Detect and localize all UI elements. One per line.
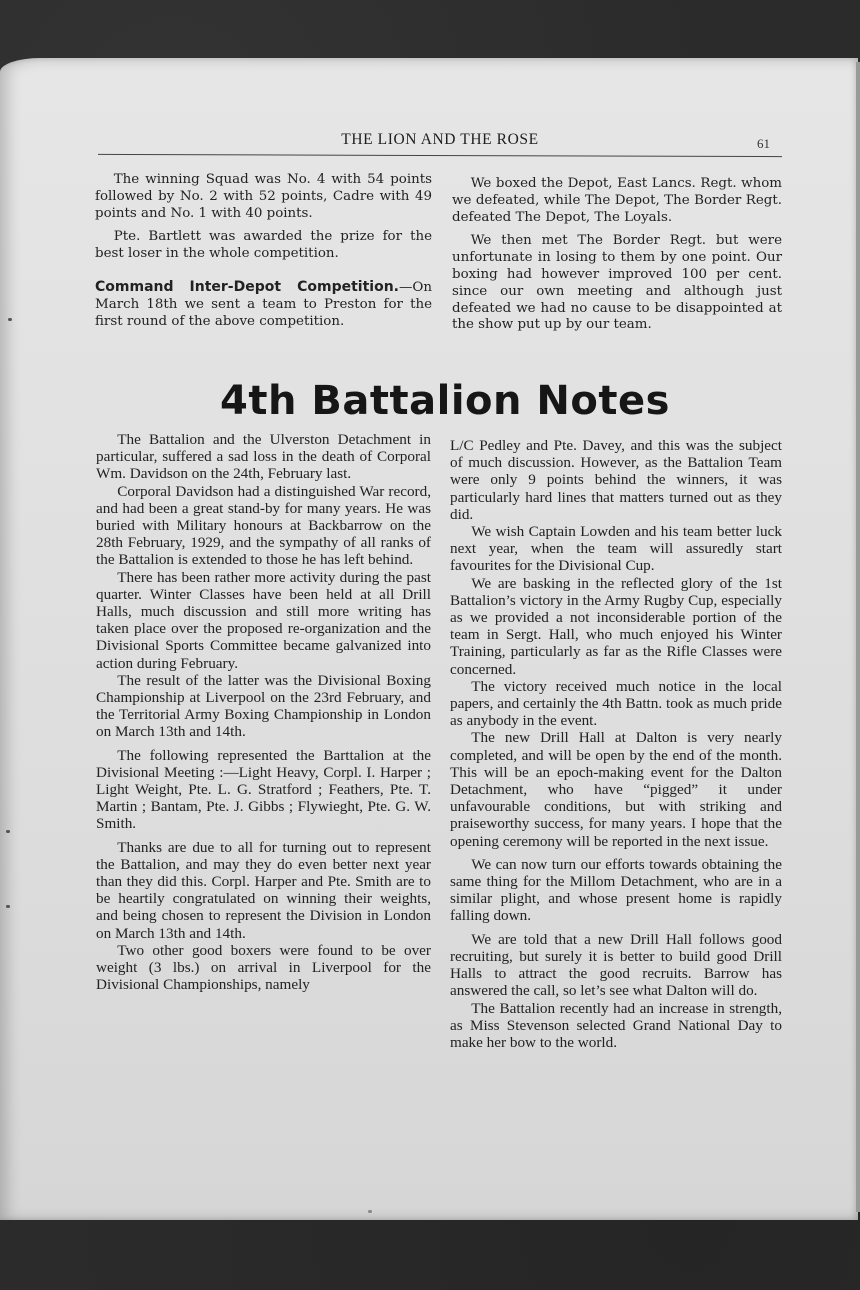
- paragraph: The following represented the Barttalion at the Divisional Meeting :—Light Heavy, Corpl. I. Harper ; Light Weight, Pte. L. G. Stratford ; Feathers, Pte. T. Martin ; Bantam, Pte. J. Gibbs ; Flywieght, Pte. G. W. Smith.: [96, 746, 431, 833]
- paragraph: Corporal Davidson had a distinguished War record, and had been a great stand-by for many years. He was buried with Military honours at Backbarrow on the 28th February, 1929, and the sympathy of all ranks of the Battalion is extended to those he has left behind.: [96, 482, 431, 569]
- left-column: [96, 431, 431, 994]
- paragraph: The Battalion and the Ulverston Detachment in particular, suffered a sad loss in the death of Corporal Wm. Davidson on the 24th, February last.: [96, 431, 431, 483]
- print-speck: [8, 318, 12, 321]
- paragraph: Two other good boxers were found to be over weight (3 lbs.) on arrival in Liverpool for the Divisional Championships, namely: [96, 941, 431, 994]
- paragraph: We are basking in the reflected glory of the 1st Battalion’s victory in the Army Rugby Cup, especially as we provided a not inconsiderable portion of the team in Sergt. Hall, who much enjoyed his Winter Training, particularly as far as the Rifle Classes were concerned.: [450, 574, 782, 678]
- print-speck: [368, 1210, 372, 1213]
- publication-title: THE LION AND THE ROSE: [341, 131, 539, 148]
- paragraph: Thanks are due to all for turning out to represent the Battalion, and may they do even better next year than they did this. Corpl. Harper and Pte. Smith are to be heartily congratulated on winning their weights, and being chosen to represent the Division in London on March 13th and 14th.: [96, 838, 431, 942]
- right-column: [450, 437, 782, 1051]
- section-title: 4th Battalion Notes: [220, 378, 670, 424]
- page-edge: [856, 62, 860, 1212]
- paragraph: We can now turn our efforts towards obtaining the same thing for the Millom Detachment, who are in a similar plight, and whose present home is rapidly falling down.: [450, 855, 782, 925]
- subhead: Command Inter-Depot Competition.: [95, 278, 399, 295]
- print-speck: [6, 830, 10, 833]
- header-rule: [98, 154, 782, 157]
- paragraph: There has been rather more activity during the past quarter. Winter Classes have been held at all Drill Halls, much discussion and still more writing has taken place over the proposed re-organization and the Divisional Sports Committee became galvanized into action during February.: [96, 568, 431, 672]
- running-head: [98, 128, 782, 158]
- paragraph: We boxed the Depot, East Lancs. Regt. whom we defeated, while The Depot, The Border Regt. defeated The Depot, The Loyals.: [452, 176, 782, 225]
- paragraph: The result of the latter was the Divisional Boxing Championship at Liverpool on the 23rd February, and the Territorial Army Boxing Championship in London on March 13th and 14th.: [96, 671, 431, 741]
- print-speck: [6, 905, 10, 908]
- paragraph: L/C Pedley and Pte. Davey, and this was the subject of much discussion. However, as the Battalion Team were only 9 points behind the winners, it was particularly hard lines that matters turned out as they did.: [450, 437, 782, 523]
- top-left-column: [95, 172, 432, 330]
- paragraph: The new Drill Hall at Dalton is very nearly completed, and will be open by the end of the month. This will be an epoch-making event for the Dalton Detachment, who have “pigged” it under unfavourable conditions, but with striking and praiseworthy success, for many years. I hope that the opening ceremony will be reported in the next issue.: [450, 729, 782, 850]
- paragraph: We then met The Border Regt. but were unfortunate in losing to them by one point. Our boxing had however improved 100 per cent. since our own meeting and although just defeated we had no cause to be disappointed at the show put up by our team.: [452, 233, 782, 333]
- paragraph: Pte. Bartlett was awarded the prize for the best loser in the whole competition.: [95, 229, 432, 262]
- subhead-paragraph: [95, 279, 432, 330]
- page-number: 61: [757, 136, 770, 151]
- paragraph: The Battalion recently had an increase in strength, as Miss Stevenson selected Grand National Day to make her bow to the world.: [450, 999, 782, 1051]
- top-right-column: [452, 176, 782, 334]
- paragraph: The winning Squad was No. 4 with 54 points followed by No. 2 with 52 points, Cadre with 49 points and No. 1 with 40 points.: [95, 172, 432, 221]
- paragraph: We wish Captain Lowden and his team better luck next year, when the team will assuredly start favourites for the Divisional Cup.: [450, 523, 782, 575]
- paragraph: We are told that a new Drill Hall follows good recruiting, but surely it is better to build good Drill Halls to attract the good recruits. Barrow has answered the call, so let’s see what Dalton will do.: [450, 930, 782, 1000]
- subhead-text: —On March 18th we sent a team to Preston for the first round of the above competition.: [95, 279, 432, 329]
- paragraph: The victory received much notice in the local papers, and certainly the 4th Battn. took as much pride as anybody in the event.: [450, 677, 782, 730]
